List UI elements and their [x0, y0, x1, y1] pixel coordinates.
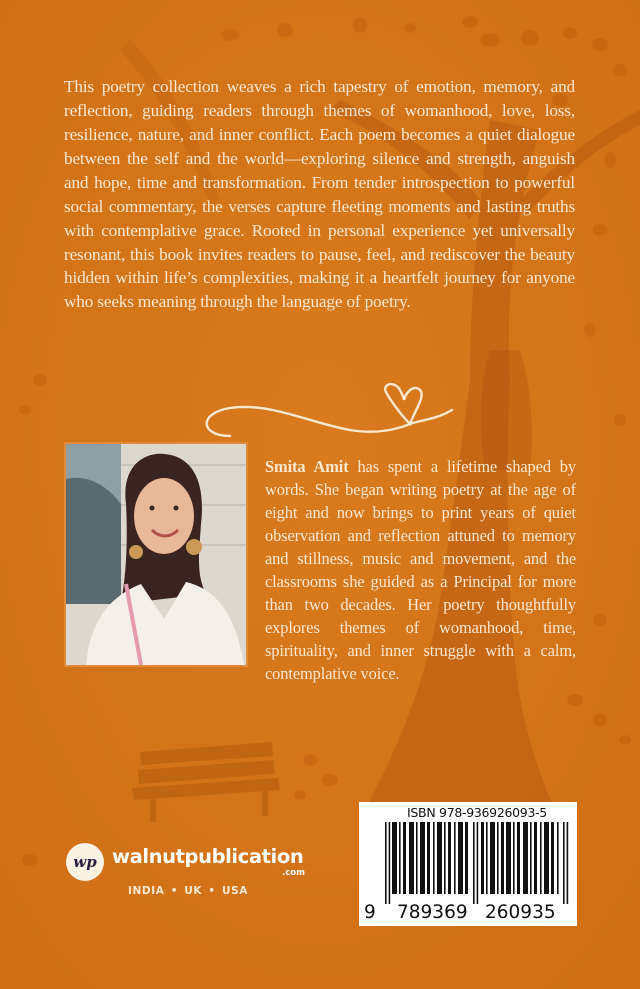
publisher-block — [66, 843, 326, 903]
author-bio — [265, 456, 576, 685]
author-name: Smita Amit — [265, 457, 349, 477]
book-blurb: This poetry collection weaves a rich tapestry of emotion, memory, and reflection, guiding readers through themes of womanhood, love, loss, resilience, nature, and inner conflict. Each poem becomes a quiet dialogue between the self and the world—exploring silence and strength, anguish and hope, time and transformation. From tender introspection to powerful social commentary, the verses capture fleeting moments and lasting truths with contemplative grace. Rooted in personal experience yet universally resonant, this book invites readers to pause, feel, and rediscover the beauty hidden within life’s complexities, making it a heartfelt journey for anyone who seeks meaning through the language of poetry. — [64, 77, 575, 312]
figure-silhouette-icon — [481, 350, 532, 470]
barcode-bars-icon — [385, 822, 570, 904]
publisher-logo-icon: wp — [66, 843, 104, 881]
publisher-regions: INDIA • UK • USA — [128, 885, 248, 897]
isbn-label: ISBN 978-936926093-5 — [407, 805, 547, 820]
barcode-first-digit: 9 — [364, 902, 376, 923]
barcode-digit-group-1: 789369 — [397, 902, 468, 923]
publisher-domain: .com — [282, 868, 305, 878]
barcode-digit-group-2: 260935 — [485, 902, 556, 923]
author-portrait-icon — [66, 444, 246, 665]
barcode-digits — [359, 902, 577, 924]
publisher-name: walnutpublication — [112, 845, 304, 868]
author-photo — [64, 442, 248, 667]
author-bio-text: has spent a lifetime shaped by words. She began writing poetry at the age of eight and now brings to print years of quiet observation and reflection attuned to memory and stillness, music and movement, and the classrooms she guided as a Principal for more than two decades. Her poetry thoughtfully explores themes of womanhood, time, spirituality, and inner struggle with a calm, contemplative voice. — [265, 457, 576, 683]
isbn-barcode — [359, 802, 577, 926]
heart-flourish-icon — [190, 378, 480, 438]
